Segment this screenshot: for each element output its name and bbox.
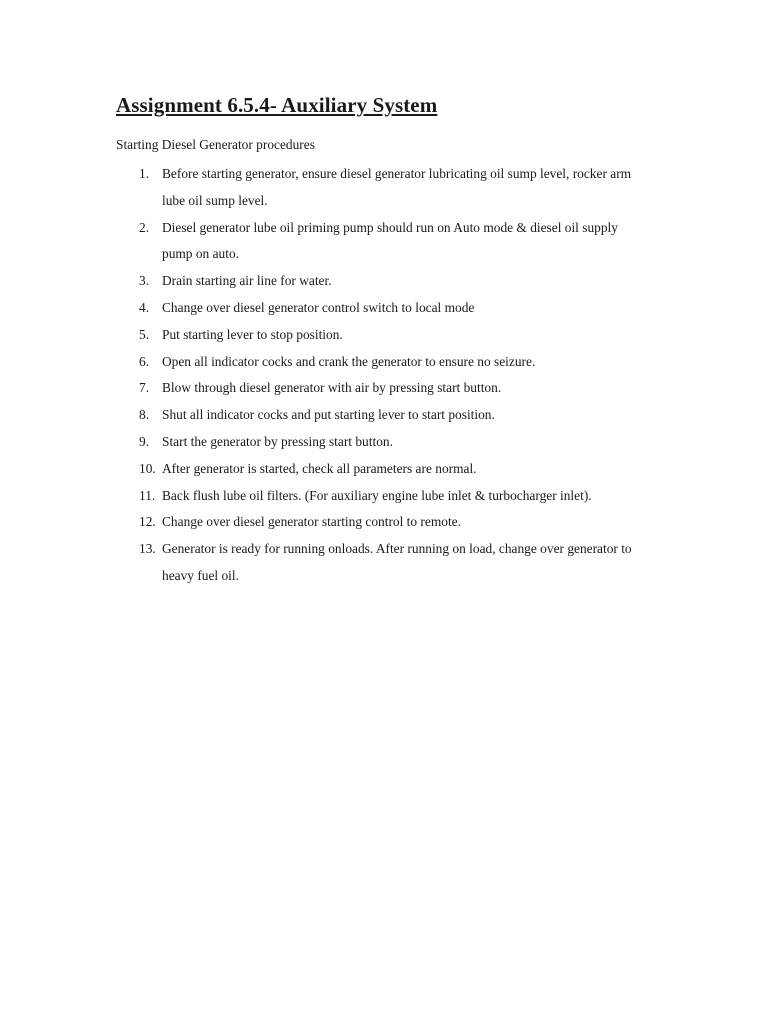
procedure-step bbox=[0, 295, 768, 322]
procedure-step bbox=[0, 322, 768, 349]
step-number: 3. bbox=[139, 273, 150, 289]
section-subtitle: Starting Diesel Generator procedures bbox=[116, 137, 315, 152]
procedure-step bbox=[0, 375, 768, 402]
step-text: Back flush lube oil filters. (For auxiliary engine lube inlet & turbocharger inlet). bbox=[162, 487, 592, 503]
step-text: Put starting lever to stop position. bbox=[162, 326, 343, 342]
step-text: Shut all indicator cocks and put starting lever to start position. bbox=[162, 407, 495, 423]
step-number: 4. bbox=[139, 299, 150, 315]
step-text: Diesel generator lube oil priming pump should run on Auto mode & diesel oil supply pump on auto. bbox=[162, 219, 618, 262]
step-number: 5. bbox=[139, 326, 150, 342]
step-text: Before starting generator, ensure diesel generator lubricating oil sump level, rocker arm lube oil sump level. bbox=[162, 166, 632, 208]
step-text: Open all indicator cocks and crank the generator to ensure no seizure. bbox=[162, 353, 536, 369]
step-text: After generator is started, check all parameters are normal. bbox=[162, 460, 477, 476]
step-number: 11. bbox=[139, 487, 156, 503]
procedure-step bbox=[0, 483, 768, 510]
procedure-step bbox=[0, 349, 768, 376]
procedure-step bbox=[0, 456, 768, 483]
procedure-step bbox=[0, 161, 768, 215]
step-text: Generator is ready for running onloads. After running on load, change over generator to heavy fuel oil. bbox=[162, 541, 632, 583]
procedure-step bbox=[0, 268, 768, 295]
step-text: Start the generator by pressing start button. bbox=[162, 433, 393, 449]
step-text: Drain starting air line for water. bbox=[162, 273, 332, 289]
step-number: 1. bbox=[139, 166, 150, 181]
step-number: 6. bbox=[139, 353, 150, 369]
procedure-step bbox=[0, 215, 768, 269]
step-number: 8. bbox=[139, 407, 150, 423]
procedure-step bbox=[0, 536, 768, 590]
step-number: 10. bbox=[139, 460, 156, 476]
step-number: 2. bbox=[139, 219, 150, 235]
step-text: Change over diesel generator control switch to local mode bbox=[162, 299, 475, 315]
step-text: Blow through diesel generator with air by pressing start button. bbox=[162, 380, 502, 396]
procedure-steps-list bbox=[0, 161, 768, 590]
step-number: 7. bbox=[139, 380, 150, 396]
step-text: Change over diesel generator starting control to remote. bbox=[162, 514, 461, 530]
procedure-step bbox=[0, 429, 768, 456]
step-number: 9. bbox=[139, 433, 150, 449]
step-number: 12. bbox=[139, 514, 156, 530]
document-title: Assignment 6.5.4- Auxiliary System bbox=[116, 93, 438, 117]
step-number: 13. bbox=[139, 541, 156, 557]
procedure-step bbox=[0, 402, 768, 429]
procedure-step bbox=[0, 509, 768, 536]
